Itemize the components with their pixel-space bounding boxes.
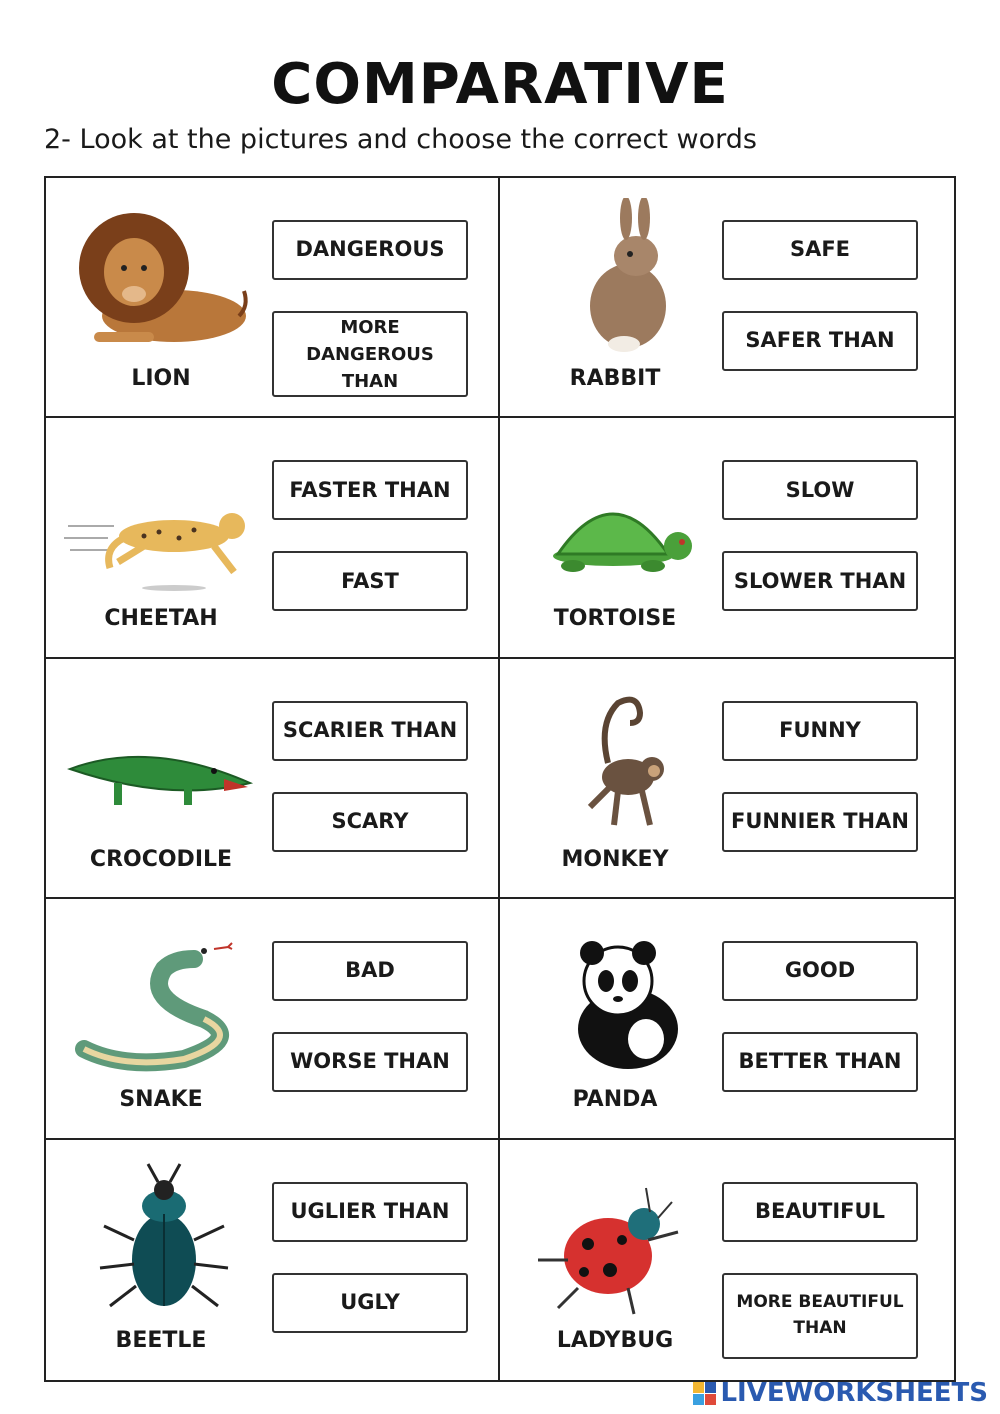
option-uglier-than[interactable]: UGLIER THAN bbox=[272, 1182, 468, 1242]
worksheet-title: COMPARATIVE bbox=[271, 52, 729, 117]
animal-name-lion: LION bbox=[131, 366, 191, 391]
cheetah-icon bbox=[64, 438, 254, 598]
option-beautiful[interactable]: BEAUTIFUL bbox=[722, 1182, 918, 1242]
option-faster-than[interactable]: FASTER THAN bbox=[272, 460, 468, 520]
animal-name-crocodile: CROCODILE bbox=[89, 846, 233, 872]
option-better-than[interactable]: BETTER THAN bbox=[722, 1032, 918, 1092]
cell-beetle bbox=[46, 1140, 500, 1380]
cell-crocodile bbox=[46, 659, 500, 899]
cell-monkey bbox=[500, 659, 954, 899]
cell-lion bbox=[46, 178, 500, 418]
cell-panda bbox=[500, 899, 954, 1139]
animal-name-snake: SNAKE bbox=[119, 1087, 203, 1113]
animal-name-panda: PANDA bbox=[572, 1087, 658, 1113]
option-good[interactable]: GOOD bbox=[722, 941, 918, 1001]
animal-name-ladybug: LADYBUG bbox=[556, 1327, 674, 1353]
option-safer-than[interactable]: SAFER THAN bbox=[722, 311, 918, 371]
option-funnier-than[interactable]: FUNNIER THAN bbox=[722, 792, 918, 852]
animal-name-cheetah: CHEETAH bbox=[104, 606, 218, 632]
cell-tortoise bbox=[500, 418, 954, 658]
option-fast[interactable]: FAST bbox=[272, 551, 468, 611]
animal-name-monkey: MONKEY bbox=[561, 846, 669, 872]
option-safe[interactable]: SAFE bbox=[722, 220, 918, 280]
lion-icon bbox=[64, 198, 254, 358]
cell-rabbit bbox=[500, 178, 954, 418]
cell-cheetah bbox=[46, 418, 500, 658]
option-more-beautiful-than[interactable]: MORE BEAUTIFUL THAN bbox=[722, 1273, 918, 1359]
beetle-icon bbox=[64, 1160, 254, 1320]
option-slower-than[interactable]: SLOWER THAN bbox=[722, 551, 918, 611]
option-worse-than[interactable]: WORSE THAN bbox=[272, 1032, 468, 1092]
ladybug-icon bbox=[518, 1160, 708, 1320]
option-scarier-than[interactable]: SCARIER THAN bbox=[272, 701, 468, 761]
option-ugly[interactable]: UGLY bbox=[272, 1273, 468, 1333]
logo-text: LIVEWORKSHEETS bbox=[720, 1378, 988, 1408]
option-slow[interactable]: SLOW bbox=[722, 460, 918, 520]
animal-name-tortoise: TORTOISE bbox=[553, 606, 677, 632]
panda-icon bbox=[518, 919, 708, 1079]
logo-mark-icon bbox=[693, 1382, 716, 1405]
monkey-icon bbox=[518, 679, 708, 839]
option-dangerous[interactable]: DANGEROUS bbox=[272, 220, 468, 280]
crocodile-icon bbox=[64, 679, 254, 839]
animal-name-beetle: BEETLE bbox=[115, 1327, 207, 1353]
option-funny[interactable]: FUNNY bbox=[722, 701, 918, 761]
rabbit-icon bbox=[518, 198, 708, 358]
cell-snake bbox=[46, 899, 500, 1139]
option-bad[interactable]: BAD bbox=[272, 941, 468, 1001]
cell-ladybug bbox=[500, 1140, 954, 1380]
liveworksheets-logo bbox=[693, 1378, 988, 1408]
snake-icon bbox=[64, 919, 254, 1079]
animal-grid bbox=[44, 176, 956, 1382]
option-more-dangerous-than[interactable]: MORE DANGEROUS THAN bbox=[272, 311, 468, 397]
animal-name-rabbit: RABBIT bbox=[569, 366, 661, 391]
worksheet-instructions: 2- Look at the pictures and choose the correct words bbox=[44, 124, 757, 155]
option-scary[interactable]: SCARY bbox=[272, 792, 468, 852]
tortoise-icon bbox=[518, 438, 708, 598]
